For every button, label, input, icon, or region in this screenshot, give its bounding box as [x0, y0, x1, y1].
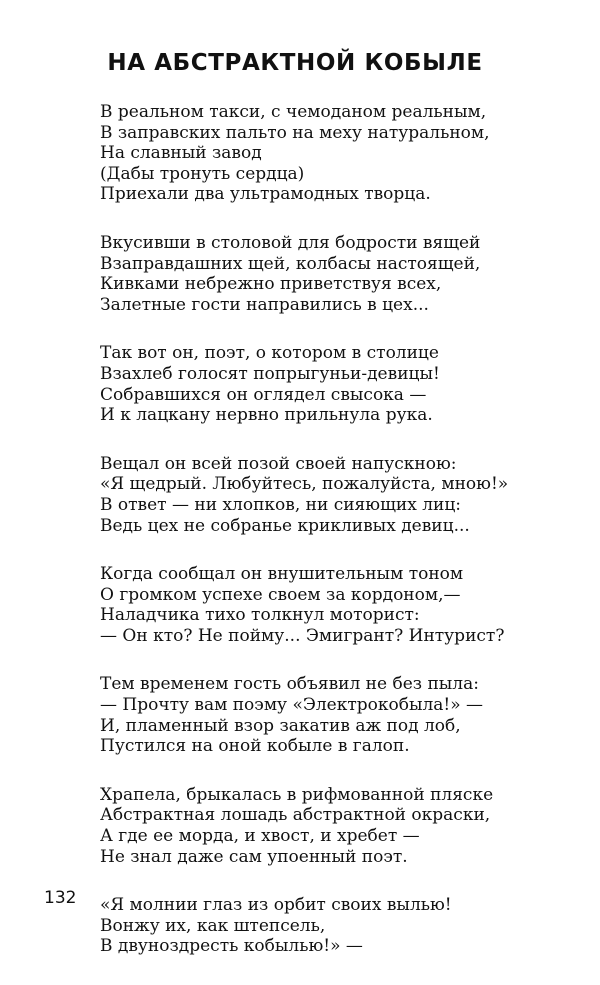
poem-line: Абстрактная лошадь абстрактной окраски, [100, 805, 491, 826]
poem-line: (Дабы тронуть сердца) [100, 163, 305, 184]
poem-line: — Он кто? Не пойму... Эмигрант? Интурист? [100, 625, 505, 646]
poem-line: Вкусивши в столовой для бодрости вящей [100, 232, 481, 253]
poem-line: И к лацкану нервно прильнула рука. [100, 405, 433, 426]
poem-line: Не знал даже сам упоенный поэт. [100, 846, 408, 867]
poem-line: «Я молнии глаз из орбит своих вылью! [100, 895, 452, 916]
stanza-8 [100, 895, 580, 957]
poem-line: Приехали два ультрамодных творца. [100, 184, 431, 205]
stanza-3 [100, 343, 580, 425]
poem-line: «Я щедрый. Любуйтесь, пожалуйста, мною!» [100, 474, 509, 495]
poem-line: А где ее морда, и хвост, и хребет — [100, 826, 420, 847]
poem-line: Взахлеб голосят попрыгуньи-девицы! [100, 363, 440, 384]
poem-line: Кивками небрежно приветствуя всех, [100, 274, 442, 295]
poem-line: Вещал он всей позой своей напускною: [100, 453, 457, 474]
stanza-6 [100, 674, 580, 756]
poem-line: Взаправдашних щей, колбасы настоящей, [100, 253, 481, 274]
stanza-5 [100, 564, 580, 646]
poem-line: Собравшихся он оглядел свысока — [100, 384, 427, 405]
poem-line: В реальном такси, с чемоданом реальным, [100, 102, 487, 122]
poem-line: Когда сообщал он внушительным тоном [100, 564, 464, 585]
stanza-7 [100, 785, 580, 867]
poem-line: На славный завод [100, 143, 262, 164]
poem-line: Наладчика тихо толкнул моторист: [100, 605, 420, 626]
page-number: 132 [44, 888, 77, 908]
poem-line: В ответ — ни хлопков, ни сияющих лиц: [100, 494, 461, 515]
stanza-2 [100, 233, 580, 315]
poem-line: Вонжу их, как штепсель, [100, 915, 326, 936]
poem-line: Залетные гости направились в цех... [100, 294, 429, 315]
poem-line: Пустился на оной кобыле в галоп. [100, 736, 410, 757]
poem-line: Храпела, брыкалась в рифмованной пляске [100, 784, 494, 805]
poem-line: О громком успехе своем за кордоном,— [100, 584, 461, 605]
stanza-1 [100, 102, 580, 205]
poem-line: И, пламенный взор закатив аж под лоб, [100, 715, 461, 736]
poem-line: В заправских пальто на меху натуральном, [100, 122, 490, 143]
poem-body [100, 102, 580, 985]
poem-line: Тем временем гость объявил не без пыла: [100, 674, 479, 695]
poem-title: НА АБСТРАКТНОЙ КОБЫЛЕ [107, 50, 483, 76]
poem-line: — Прочту вам поэму «Электрокобыла!» — [100, 695, 484, 716]
poem-line: Ведь цех не собранье крикливых девиц... [100, 515, 470, 536]
poem-line: Так вот он, поэт, о котором в столице [100, 343, 439, 364]
stanza-4 [100, 454, 580, 536]
poem-line: В двуноздресть кобылью!» — [100, 936, 363, 957]
